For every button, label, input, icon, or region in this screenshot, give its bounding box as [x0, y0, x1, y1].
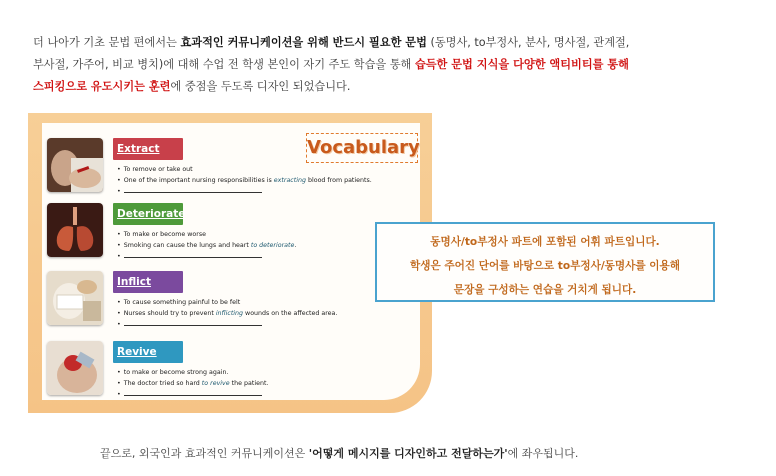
vocabulary-title: Vocabulary — [306, 133, 418, 163]
nurse-blood-draw-image — [47, 138, 103, 192]
word-extract: Extract — [113, 138, 183, 160]
intro-paragraph — [33, 32, 753, 98]
intro-line-2 — [33, 54, 753, 76]
explanation-callout — [375, 222, 715, 302]
word-deteriorate: Deteriorate — [113, 203, 183, 225]
blank-line — [117, 251, 417, 263]
entry-lines — [117, 368, 417, 401]
example-sentence: • The doctor tried so hard to revive the patient. — [117, 379, 417, 390]
vocabulary-figure — [28, 113, 432, 413]
vocab-entry-revive — [47, 341, 417, 405]
closing-text: 에 좌우됩니다. — [507, 447, 579, 460]
callout-line-3: 문장을 구성하는 연습을 거치게 됩니다. — [453, 284, 637, 296]
intro-line-1 — [33, 32, 753, 54]
vocab-entry-extract — [47, 138, 417, 202]
blank-line — [117, 186, 417, 198]
entry-lines — [117, 298, 417, 331]
intro-highlight-text: 습득한 문법 지식을 다양한 액티비티를 통해 — [414, 58, 629, 71]
intro-line-3 — [33, 76, 753, 98]
blank-line — [117, 319, 417, 331]
closing-bold-text: '어떻게 메시지를 디자인하고 전달하는가' — [308, 447, 508, 460]
entry-lines — [117, 165, 417, 198]
definition: • To cause something painful to be felt — [117, 298, 417, 309]
definition: • To remove or take out — [117, 165, 417, 176]
vocab-entry-inflict — [47, 271, 417, 335]
callout-line-2: 학생은 주어진 단어를 바탕으로 to부정사/동명사를 이용해 — [409, 260, 681, 272]
closing-text: 끝으로, 외국인과 효과적인 커뮤니케이션은 — [100, 447, 309, 460]
lungs-image — [47, 203, 103, 257]
intro-highlight-text: 스피킹으로 유도시키는 훈련 — [33, 80, 171, 93]
bandaged-hand-image — [47, 271, 103, 325]
intro-text: 에 중점을 두도록 디자인 되었습니다. — [170, 80, 351, 93]
vocab-entry-deteriorate — [47, 203, 417, 267]
intro-text: 부사절, 가주어, 비교 병치)에 대해 수업 전 학생 본인이 자기 주도 학습을 통해 — [33, 58, 415, 71]
blank-line — [117, 389, 417, 401]
example-sentence: • Smoking can cause the lungs and heart to deteriorate. — [117, 241, 417, 252]
example-sentence: • Nurses should try to prevent inflicting wounds on the affected area. — [117, 309, 417, 320]
definition: • To make or become worse — [117, 230, 417, 241]
example-sentence: • One of the important nursing responsibilities is extracting blood from patients. — [117, 176, 417, 187]
intro-bold-text: 효과적인 커뮤니케이션을 위해 반드시 필요한 문법 — [180, 36, 427, 49]
cpr-image — [47, 341, 103, 395]
intro-text: (동명사, to부정사, 분사, 명사절, 관계절, — [426, 36, 630, 49]
word-revive: Revive — [113, 341, 183, 363]
definition: • to make or become strong again. — [117, 368, 417, 379]
entry-lines — [117, 230, 417, 263]
word-inflict: Inflict — [113, 271, 183, 293]
intro-text: 더 나아가 기초 문법 편에서는 — [33, 36, 181, 49]
vocabulary-card — [42, 123, 420, 400]
closing-paragraph — [100, 445, 740, 461]
callout-line-1: 동명사/to부정사 파트에 포함된 어휘 파트입니다. — [430, 236, 660, 248]
